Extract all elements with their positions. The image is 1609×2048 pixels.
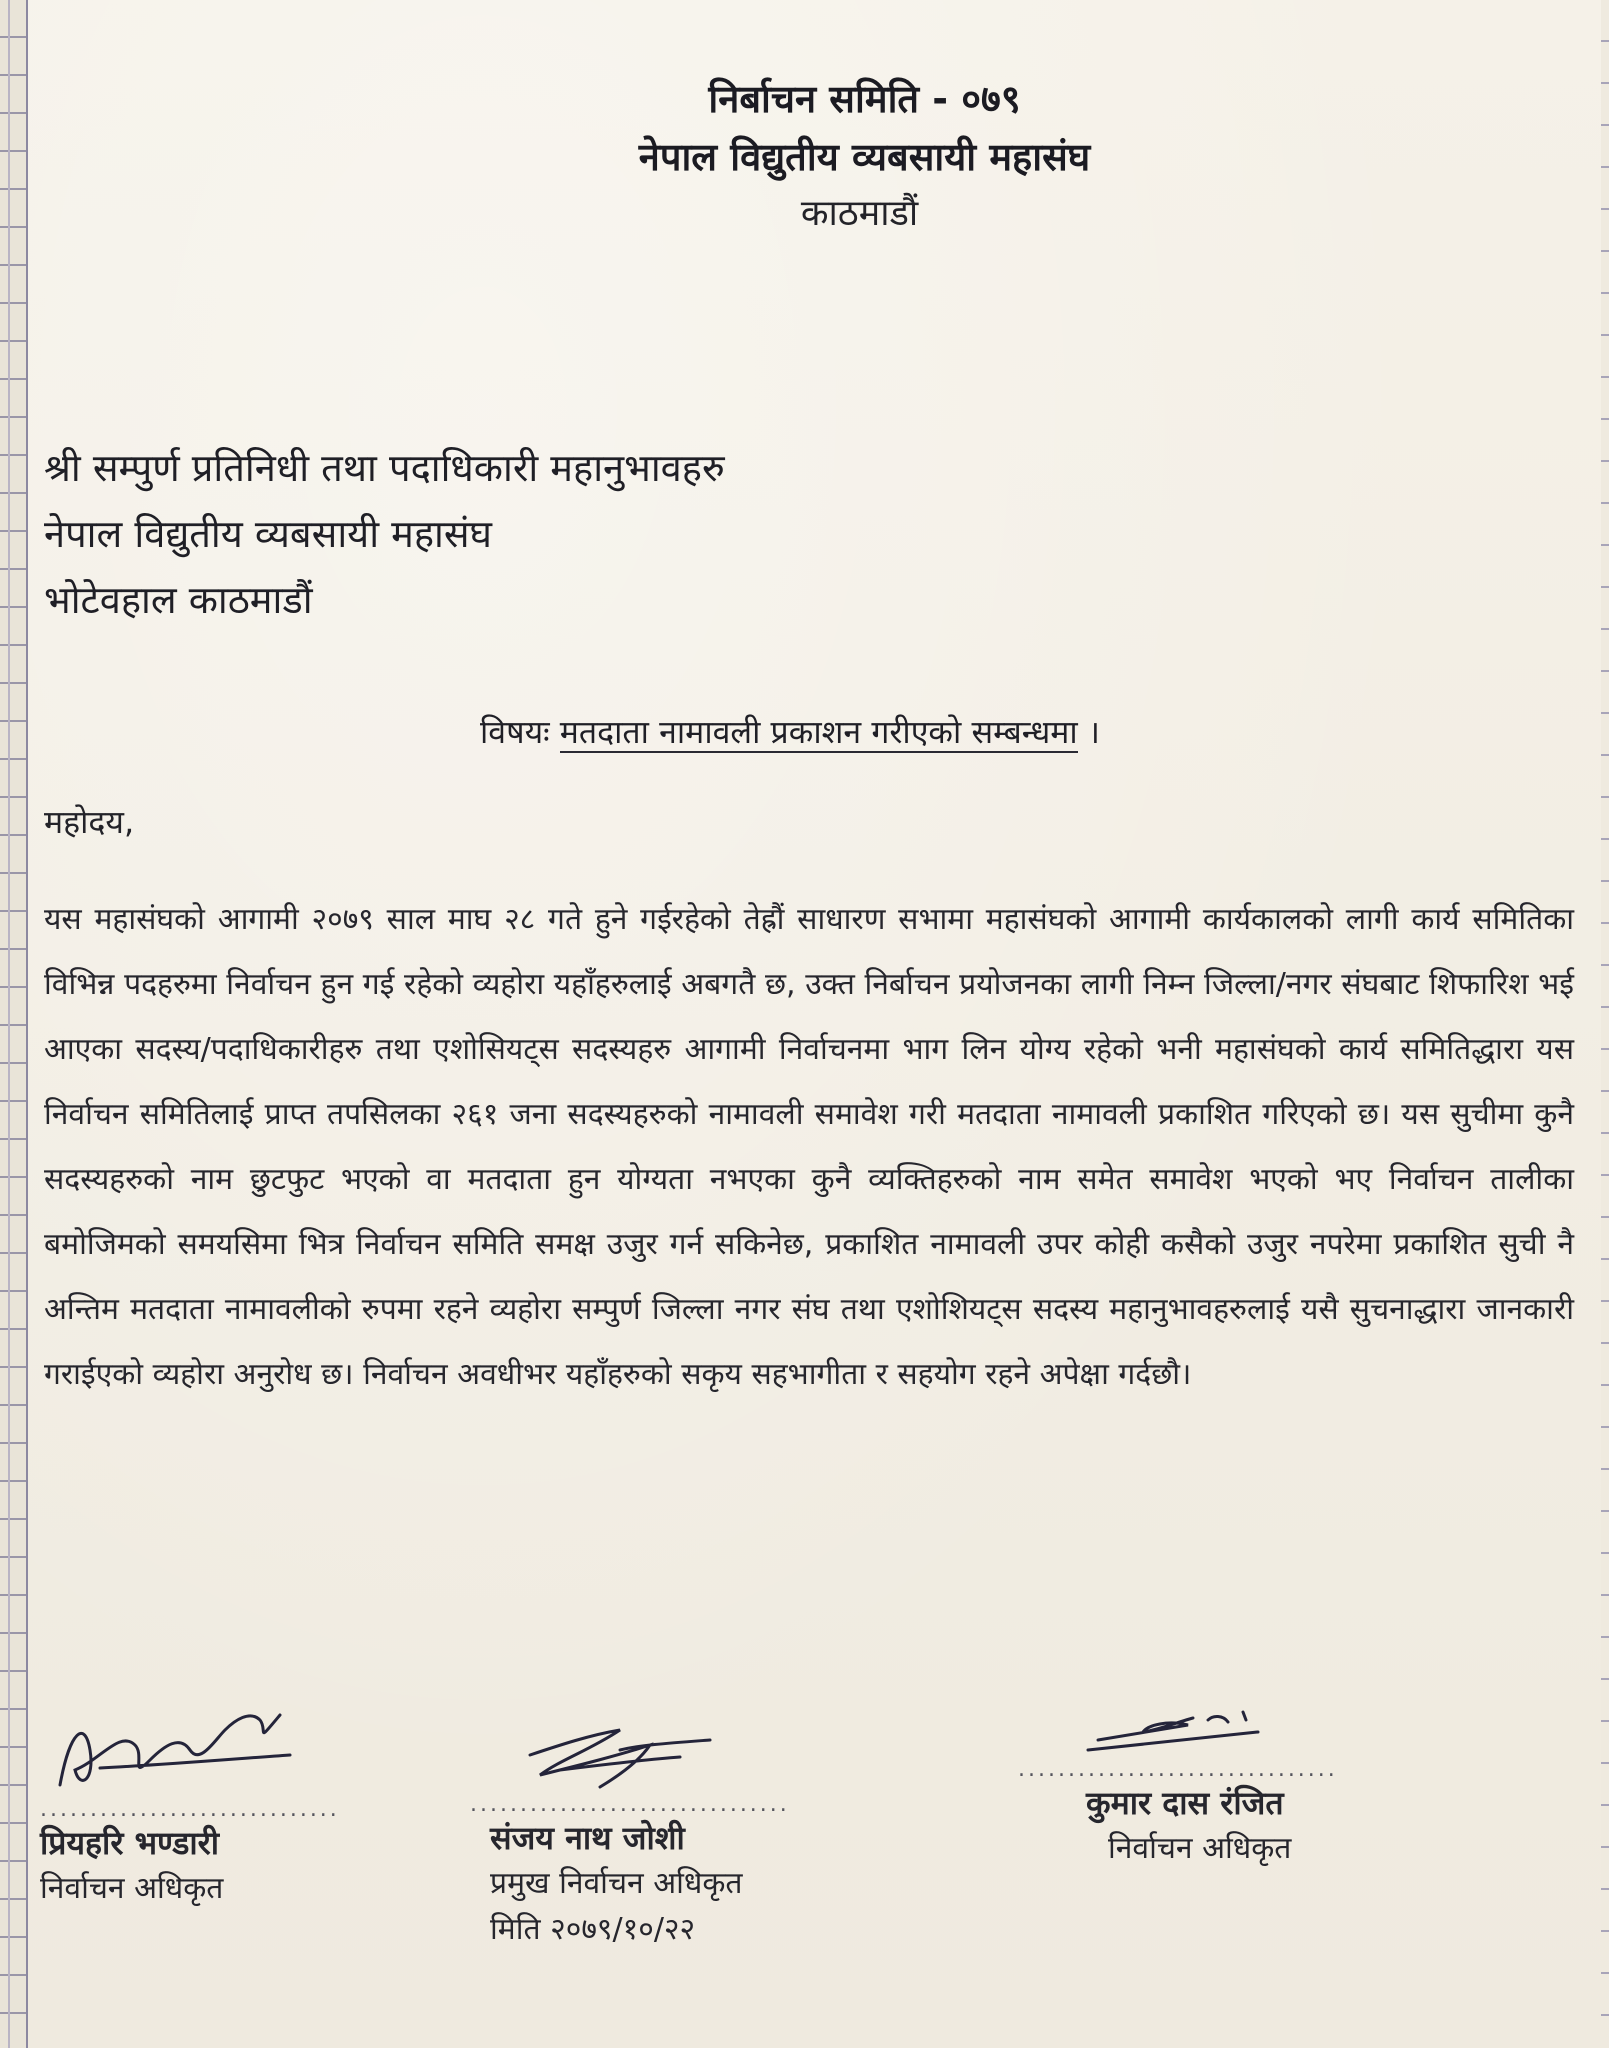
signature-block-right	[1018, 1700, 1358, 1872]
organization-name: नेपाल विद्युतीय व्यबसायी महासंघ	[638, 135, 1091, 179]
signatory-right-role: निर्वाचन अधिकृत	[1108, 1831, 1292, 1866]
letter-date: मिति २०७९/१०/२२	[490, 1912, 696, 1947]
signature-right-icon	[1018, 1700, 1338, 1760]
recipient-address	[44, 435, 725, 633]
salutation: महोदय,	[44, 803, 135, 841]
letter-body	[44, 822, 1574, 1407]
signature-left-dots: ..............................	[40, 1797, 340, 1822]
page-right-edge	[1601, 0, 1609, 2048]
committee-title: निर्बाचन समिति - ०७९	[708, 77, 1021, 121]
signature-block-left	[40, 1690, 340, 1912]
signature-left-icon	[40, 1690, 330, 1800]
subject-label: विषयः	[480, 713, 550, 751]
signature-block-middle	[470, 1715, 800, 1953]
letter-header	[0, 70, 1609, 242]
signature-middle-dots: ................................	[470, 1792, 790, 1817]
notebook-binding-edge	[0, 0, 28, 2048]
signatory-left-role: निर्वाचन अधिकृत	[40, 1871, 224, 1906]
subject-line	[480, 708, 1100, 756]
subject-end: ।	[1087, 713, 1101, 751]
signatory-middle-role: प्रमुख निर्वाचन अधिकृत	[490, 1866, 743, 1901]
signatory-middle-name: संजय नाथ जोशी	[490, 1819, 685, 1857]
signature-right-dots: ................................	[1018, 1757, 1338, 1782]
signature-middle-icon	[470, 1715, 770, 1795]
signatory-left-name: प्रियहरि भण्डारी	[40, 1824, 220, 1862]
recipient-line-3: भोटेवहाल काठमाडौं	[44, 578, 313, 622]
subject-text: मतदाता नामावली प्रकाशन गरीएको सम्बन्धमा	[559, 713, 1078, 751]
signatory-right-name: कुमार दास रंजित	[1086, 1784, 1284, 1822]
recipient-line-2: नेपाल विद्युतीय व्यबसायी महासंघ	[44, 512, 493, 556]
organization-city: काठमाडौं	[800, 193, 919, 234]
body-paragraph: यस महासंघको आगामी २०७९ साल माघ २८ गते हुने गईरहेको तेह्रौं साधारण सभामा महासंघको आगामी कार्यकालको लागी कार्य समितिका विभिन्न पदहरुमा निर्वाचन हुन गई रहेको व्यहोरा यहाँहरुलाई अबगतै छ, उक्त निर्बाचन प्रयोजनका लागी निम्न जिल्ला/नगर संघबाट शिफारिश भई आएका सदस्य/पदाधिकारीहरु तथा एशोसियट्स सदस्यहरु आगामी निर्वाचनमा भाग लिन योग्य रहेको भनी महासंघको कार्य समितिद्धारा यस निर्वाचन समितिलाई प्राप्त तपसिलका २६१ जना सदस्यहरुको नामावली समावेश गरी मतदाता नामावली प्रकाशित गरिएको छ। यस सुचीमा कुनै सदस्यहरुको नाम छुटफुट भएको वा मतदाता हुन योग्यता नभएका कुनै व्यक्तिहरुको नाम समेत समावेश भएको भए निर्वाचन तालीका बमोजिमको समयसिमा भित्र निर्वाचन समिति समक्ष उजुर गर्न सकिनेछ, प्रकाशित नामावली उपर कोही कसैको उजुर नपरेमा प्रकाशित सुची नै अन्तिम मतदाता नामावलीको रुपमा रहने व्यहोरा सम्पुर्ण जिल्ला नगर संघ तथा एशोशियट्स सदस्य महानुभावहरुलाई यसै सुचनाद्धारा जानकारी गराईएको व्यहोरा अनुरोध छ। निर्वाचन अवधीभर यहाँहरुको सकृय सहभागीता र सहयोग रहने अपेक्षा गर्दछौ।	[44, 902, 1574, 1392]
recipient-line-1: श्री सम्पुर्ण प्रतिनिधी तथा पदाधिकारी महानुभावहरु	[44, 446, 725, 490]
